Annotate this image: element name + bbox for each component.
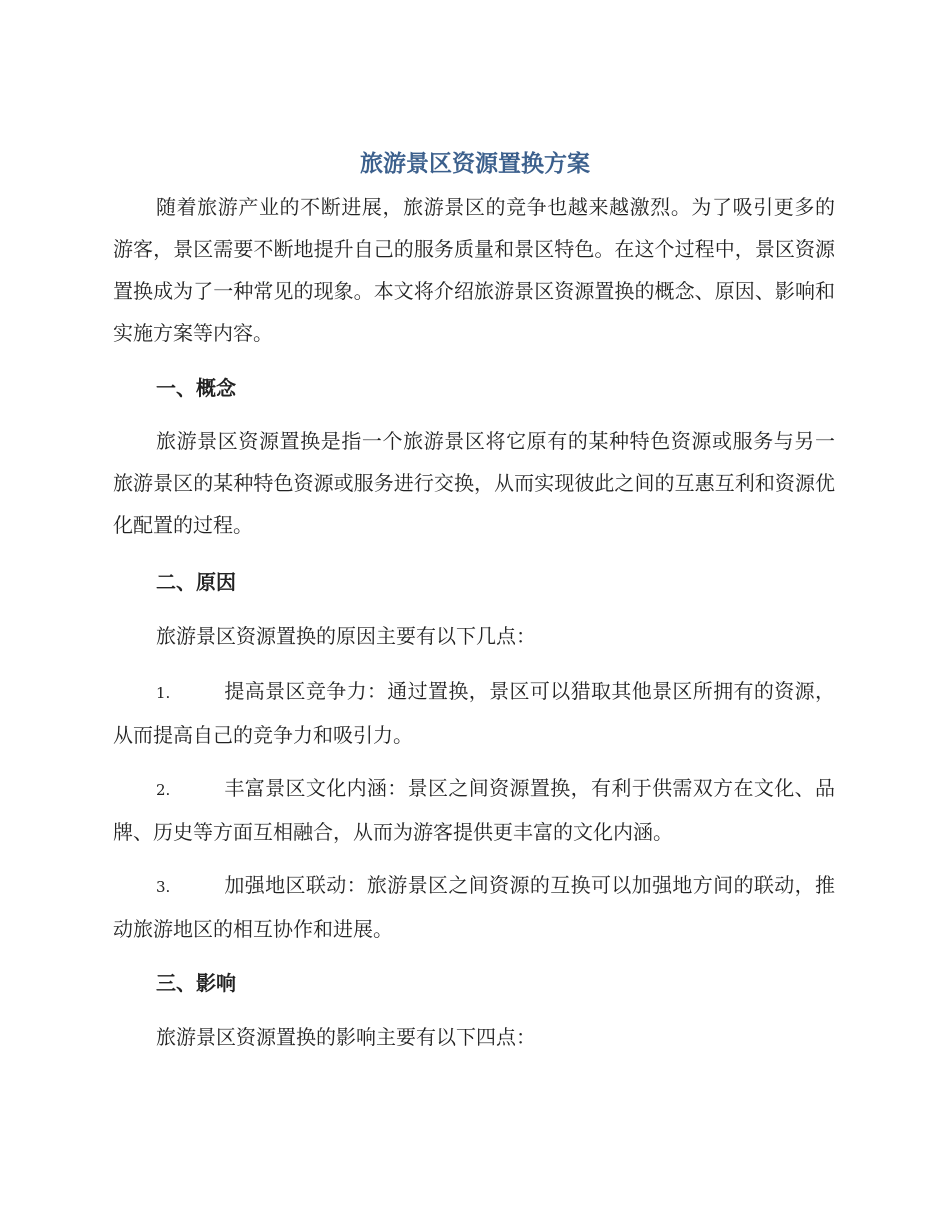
concept-paragraph: 旅游景区资源置换是指一个旅游景区将它原有的某种特色资源或服务与另一旅游景区的某种特色资源或服务进行交换，从而实现彼此之间的互惠互利和资源优化配置的过程。 bbox=[113, 429, 835, 537]
list-item-number: 1. bbox=[156, 684, 171, 702]
section-heading-reasons: 二、原因 bbox=[156, 570, 236, 594]
list-item bbox=[113, 767, 835, 853]
list-item bbox=[113, 670, 835, 756]
list-item-text: 加强地区联动：旅游景区之间资源的互换可以加强地方间的联动，推动旅游地区的相互协作和进展。 bbox=[113, 873, 835, 941]
impact-lead: 旅游景区资源置换的影响主要有以下四点： bbox=[156, 1025, 536, 1049]
list-item-text: 提高景区竞争力：通过置换，景区可以猎取其他景区所拥有的资源，从而提高自己的竞争力和吸引力。 bbox=[113, 679, 835, 747]
list-item bbox=[113, 864, 835, 950]
section-heading-concept: 一、概念 bbox=[156, 376, 236, 400]
list-item-number: 2. bbox=[156, 781, 171, 799]
section-heading-impact: 三、影响 bbox=[156, 971, 236, 995]
intro-paragraph: 随着旅游产业的不断进展，旅游景区的竞争也越来越激烈。为了吸引更多的游客，景区需要不断地提升自己的服务质量和景区特色。在这个过程中，景区资源置换成为了一种常见的现象。本文将介绍旅游景区资源置换的概念、原因、影响和实施方案等内容。 bbox=[113, 195, 835, 345]
list-item-number: 3. bbox=[156, 878, 171, 896]
document-title: 旅游景区资源置换方案 bbox=[360, 151, 590, 177]
reasons-lead: 旅游景区资源置换的原因主要有以下几点： bbox=[156, 624, 536, 648]
list-item-text: 丰富景区文化内涵：景区之间资源置换，有利于供需双方在文化、品牌、历史等方面互相融合，从而为游客提供更丰富的文化内涵。 bbox=[113, 776, 835, 844]
